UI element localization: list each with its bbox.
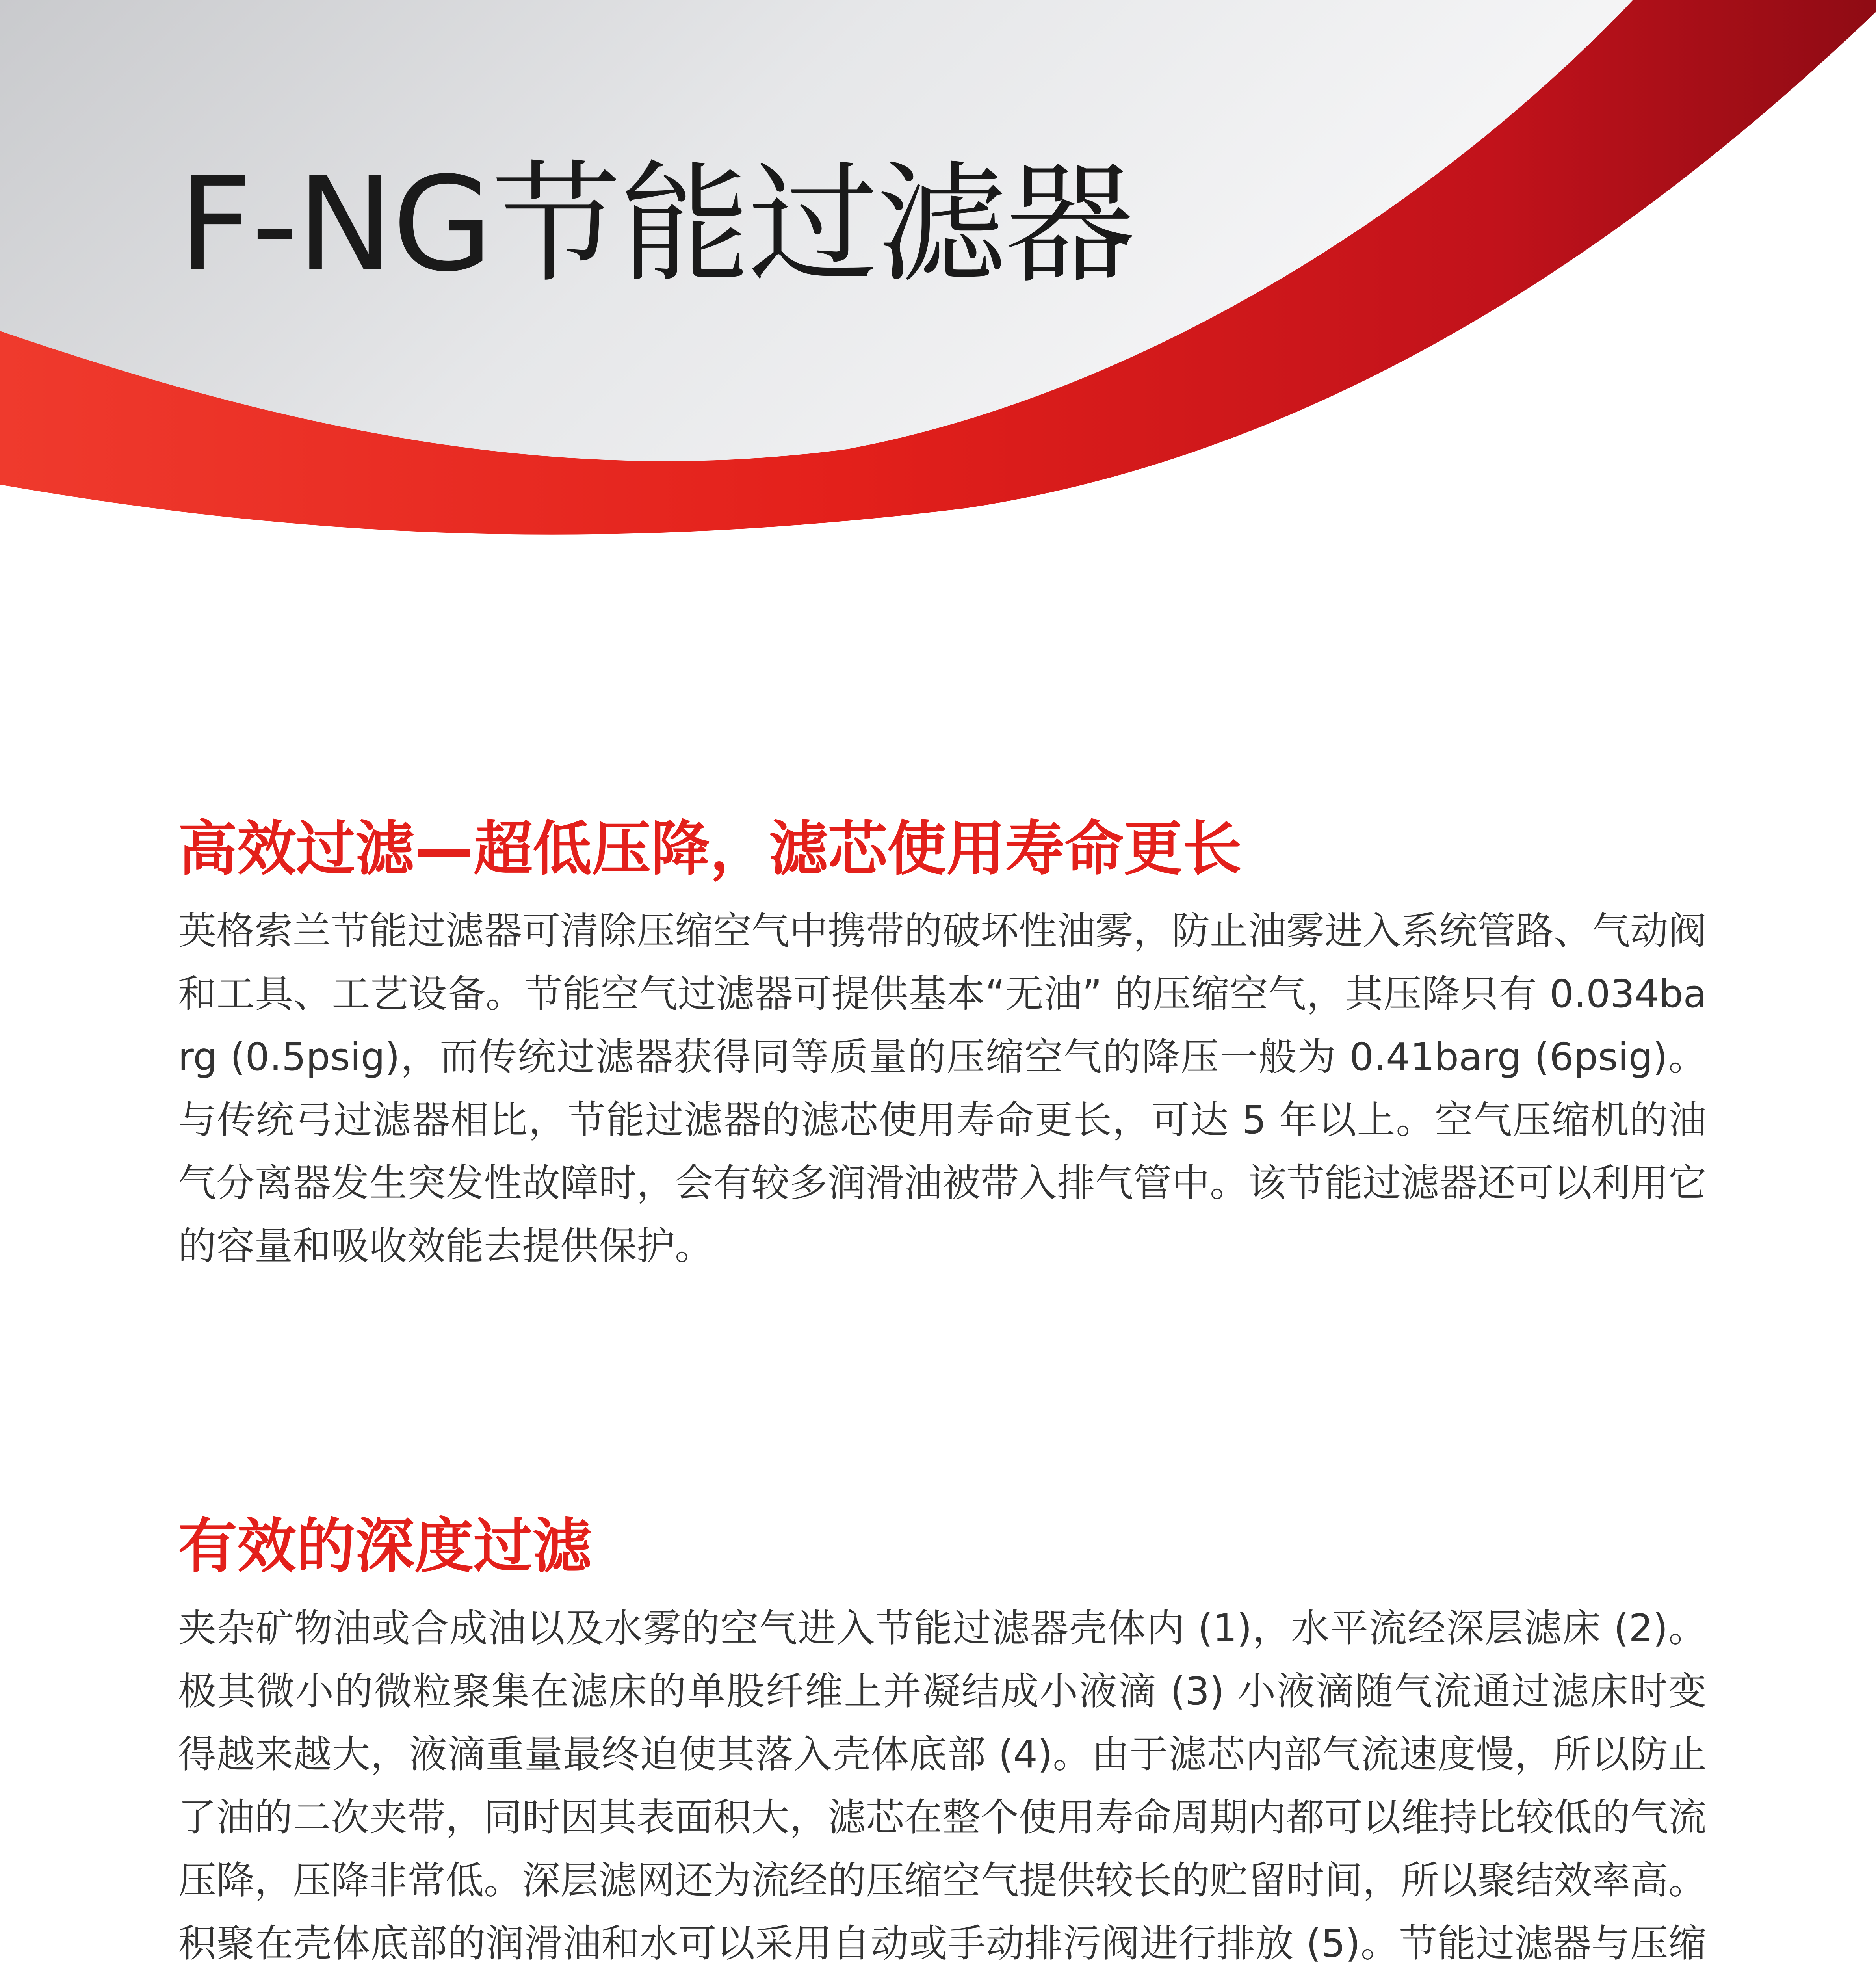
- page-title: F-NG节能过滤器: [178, 149, 1134, 300]
- section-depth-filtration: [178, 1507, 1707, 1970]
- section-heading: 高效过滤—超低压降，滤芯使用寿命更长: [178, 815, 1242, 883]
- section-efficient-filtration: [178, 810, 1707, 1278]
- section-heading: 有效的深度过滤: [178, 1512, 592, 1581]
- section-body: 英格索兰节能过滤器可清除压缩空气中携带的破坏性油雾，防止油雾进入系统管路、气动阀和工具、工艺设备。节能空气过滤器可提供基本“无油” 的压缩空气，其压降只有 0.034barg (0.5psig)，而传统过滤器获得同等质量的压缩空气的降压一般为 0.41barg (6psig)。与传统弓过滤器相比，节能过滤器的滤芯使用寿命更长，可达 5 年以上。空气压缩机的油气分离器发生突发性故障时，会有较多润滑油被带入排气管中。该节能过滤器还可以利用它的容量和吸收效能去提供保护。: [178, 909, 1707, 1268]
- section-body: 夹杂矿物油或合成油以及水雾的空气进入节能过滤器壳体内 (1)，水平流经深层滤床 (2)。极其微小的微粒聚集在滤床的单股纤维上并凝结成小液滴 (3) 小液滴随气流通过滤床时变得越来越大，液滴重量最终迫使其落入壳体底部 (4)。由于滤芯内部气流速度慢，所以防止了油的二次夹带，同时因其表面积大，滤芯在整个使用寿命周期内都可以维持比较低的气流压降，压降非常低。深层滤网还为流经的压缩空气提供较长的贮留时间，所以聚结效率高。积聚在壳体底部的润滑油和水可以采用自动或手动排污阀进行排放 (5)。节能过滤器与压缩: [178, 1606, 1707, 1966]
